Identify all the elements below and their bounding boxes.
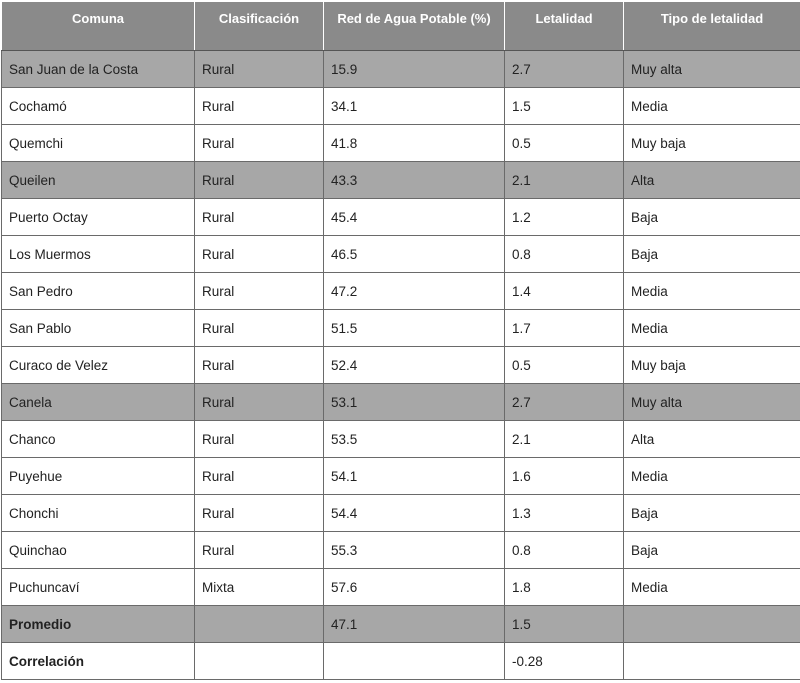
cell-clasificacion: Rural (195, 347, 324, 384)
table-row (2, 162, 800, 199)
cell-clasificacion: Rural (195, 384, 324, 421)
table-row (2, 199, 800, 236)
table-row (2, 273, 800, 310)
cell-comuna: Puyehue (2, 458, 195, 495)
cell-letalidad: 2.1 (505, 421, 624, 458)
table-row (2, 51, 800, 88)
cell-red-agua-potable: 57.6 (324, 569, 505, 606)
cell-comuna: Cochamó (2, 88, 195, 125)
summary-row (2, 606, 800, 643)
cell-comuna: Chonchi (2, 495, 195, 532)
cell-comuna: Puchuncaví (2, 569, 195, 606)
cell-tipo-letalidad: Baja (624, 532, 800, 569)
cell-tipo-letalidad: Baja (624, 199, 800, 236)
cell-comuna: Quemchi (2, 125, 195, 162)
table-row (2, 532, 800, 569)
cell-letalidad: 2.1 (505, 162, 624, 199)
table-row (2, 384, 800, 421)
header-comuna: Comuna (2, 2, 195, 51)
table-row (2, 310, 800, 347)
cell-tipo-letalidad (624, 606, 800, 643)
cell-clasificacion: Rural (195, 51, 324, 88)
table-row (2, 495, 800, 532)
cell-clasificacion: Rural (195, 125, 324, 162)
cell-letalidad: 1.2 (505, 199, 624, 236)
table-row (2, 125, 800, 162)
cell-summary-label: Promedio (2, 606, 195, 643)
cell-clasificacion: Rural (195, 162, 324, 199)
cell-tipo-letalidad: Muy alta (624, 51, 800, 88)
cell-red-agua-potable: 55.3 (324, 532, 505, 569)
summary-row (2, 643, 800, 680)
cell-red-agua-potable: 47.1 (324, 606, 505, 643)
cell-letalidad: 0.8 (505, 532, 624, 569)
cell-red-agua-potable: 41.8 (324, 125, 505, 162)
cell-red-agua-potable: 54.4 (324, 495, 505, 532)
cell-comuna: Queilen (2, 162, 195, 199)
cell-comuna: Quinchao (2, 532, 195, 569)
cell-tipo-letalidad: Media (624, 88, 800, 125)
cell-letalidad: 2.7 (505, 384, 624, 421)
cell-letalidad: 1.8 (505, 569, 624, 606)
cell-red-agua-potable: 15.9 (324, 51, 505, 88)
cell-clasificacion: Rural (195, 421, 324, 458)
cell-clasificacion: Rural (195, 236, 324, 273)
cell-red-agua-potable: 45.4 (324, 199, 505, 236)
cell-tipo-letalidad: Alta (624, 421, 800, 458)
cell-letalidad: 1.3 (505, 495, 624, 532)
table-body (2, 51, 800, 680)
cell-tipo-letalidad: Media (624, 458, 800, 495)
cell-comuna: San Juan de la Costa (2, 51, 195, 88)
cell-red-agua-potable: 34.1 (324, 88, 505, 125)
cell-red-agua-potable: 47.2 (324, 273, 505, 310)
cell-comuna: Canela (2, 384, 195, 421)
cell-tipo-letalidad: Muy baja (624, 347, 800, 384)
cell-letalidad: 1.7 (505, 310, 624, 347)
cell-tipo-letalidad: Baja (624, 236, 800, 273)
table-row (2, 347, 800, 384)
cell-letalidad: 1.6 (505, 458, 624, 495)
cell-clasificacion: Rural (195, 88, 324, 125)
cell-tipo-letalidad: Muy alta (624, 384, 800, 421)
cell-clasificacion: Rural (195, 458, 324, 495)
header-letalidad: Letalidad (505, 2, 624, 51)
cell-comuna: Chanco (2, 421, 195, 458)
data-table (1, 1, 800, 680)
table-row (2, 421, 800, 458)
cell-red-agua-potable: 54.1 (324, 458, 505, 495)
cell-tipo-letalidad (624, 643, 800, 680)
cell-tipo-letalidad: Media (624, 273, 800, 310)
cell-clasificacion: Rural (195, 532, 324, 569)
cell-red-agua-potable: 53.1 (324, 384, 505, 421)
cell-clasificacion: Rural (195, 273, 324, 310)
cell-summary-label: Correlación (2, 643, 195, 680)
cell-clasificacion: Mixta (195, 569, 324, 606)
cell-comuna: Curaco de Velez (2, 347, 195, 384)
cell-clasificacion: Rural (195, 310, 324, 347)
cell-clasificacion (195, 643, 324, 680)
cell-red-agua-potable: 53.5 (324, 421, 505, 458)
cell-tipo-letalidad: Media (624, 310, 800, 347)
table-row (2, 458, 800, 495)
cell-clasificacion: Rural (195, 495, 324, 532)
table-row (2, 88, 800, 125)
header-clasificacion: Clasificación (195, 2, 324, 51)
cell-tipo-letalidad: Muy baja (624, 125, 800, 162)
cell-red-agua-potable: 52.4 (324, 347, 505, 384)
cell-letalidad: 0.8 (505, 236, 624, 273)
cell-tipo-letalidad: Alta (624, 162, 800, 199)
header-row (2, 2, 800, 51)
cell-clasificacion (195, 606, 324, 643)
cell-clasificacion: Rural (195, 199, 324, 236)
cell-letalidad: 1.4 (505, 273, 624, 310)
cell-red-agua-potable (324, 643, 505, 680)
cell-letalidad: -0.28 (505, 643, 624, 680)
table-row (2, 569, 800, 606)
cell-red-agua-potable: 51.5 (324, 310, 505, 347)
cell-red-agua-potable: 46.5 (324, 236, 505, 273)
cell-tipo-letalidad: Media (624, 569, 800, 606)
cell-letalidad: 1.5 (505, 606, 624, 643)
cell-tipo-letalidad: Baja (624, 495, 800, 532)
cell-comuna: Los Muermos (2, 236, 195, 273)
cell-letalidad: 0.5 (505, 347, 624, 384)
cell-letalidad: 1.5 (505, 88, 624, 125)
header-red-agua-potable: Red de Agua Potable (%) (324, 2, 505, 51)
cell-comuna: Puerto Octay (2, 199, 195, 236)
header-tipo-letalidad: Tipo de letalidad (624, 2, 800, 51)
cell-red-agua-potable: 43.3 (324, 162, 505, 199)
cell-comuna: San Pedro (2, 273, 195, 310)
cell-letalidad: 2.7 (505, 51, 624, 88)
table-row (2, 236, 800, 273)
cell-letalidad: 0.5 (505, 125, 624, 162)
cell-comuna: San Pablo (2, 310, 195, 347)
